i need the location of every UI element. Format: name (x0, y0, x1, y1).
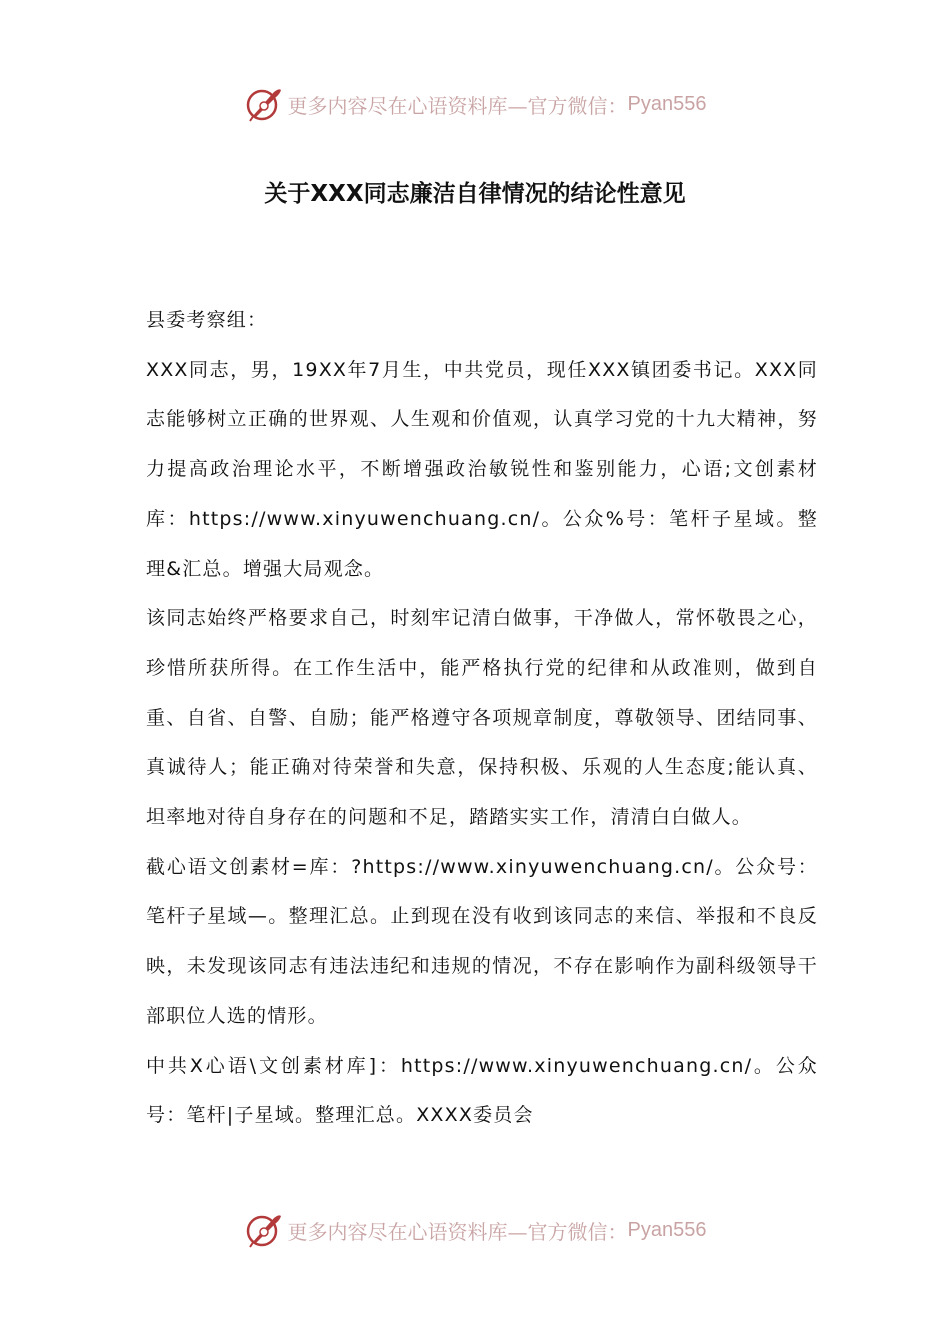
salutation: 县委考察组： (146, 309, 268, 331)
header-watermark-banner (0, 82, 950, 126)
footer-watermark-banner (0, 1208, 950, 1252)
document-title: 关于XXX同志廉洁自律情况的结论性意见 (264, 181, 686, 207)
paragraph-2: 该同志始终严格要求自己，时刻牢记清白做事，干净做人，常怀敬畏之心，珍惜所获所得。在工作生活中，能严格执行党的纪律和从政准则，做到自重、自省、自警、自励；能严格遵守各项规章制度，尊敬领导、团结同事、真诚待人；能正确对待荣誉和失意，保持积极、乐观的人生态度;能认真、坦率地对待自身存在的问题和不足，踏踏实实工作，清清白白做人。 (146, 607, 818, 829)
banner-wechat-id: Pyan556 (627, 92, 707, 115)
document-body (146, 296, 818, 1141)
quill-logo-icon (244, 84, 284, 124)
paragraph-1: XXX同志，男，19XX年7月生，中共党员，现任XXX镇团委书记。XXX同志能够树立正确的世界观、人生观和价值观，认真学习党的十九大精神，努力提高政治理论水平，不断增强政治敏锐性和鉴别能力，心语;文创素材库：https://www.xinyuwenchuang.cn/。公众%号：笔杆子星域。整理&汇总。增强大局观念。 (146, 358, 818, 580)
paragraph-3: 截心语文创素材=库：?https://www.xinyuwenchuang.cn/。公众号：笔杆子星域—。整理汇总。止到现在没有收到该同志的来信、举报和不良反映，未发现该同志有违法违纪和违规的情况，不存在影响作为副科级领导干部职位人选的情形。 (146, 855, 818, 1027)
banner-text: 更多内容尽在心语资料库—官方微信： (287, 1219, 628, 1244)
paragraph-4: 中共X心语\文创素材库]：https://www.xinyuwenchuang.cn/。公众号：笔杆|子星域。整理汇总。XXXX委员会 (146, 1054, 818, 1127)
banner-wechat-id: Pyan556 (627, 1218, 707, 1241)
banner-text: 更多内容尽在心语资料库—官方微信： (287, 93, 628, 118)
quill-logo-icon (244, 1210, 284, 1250)
